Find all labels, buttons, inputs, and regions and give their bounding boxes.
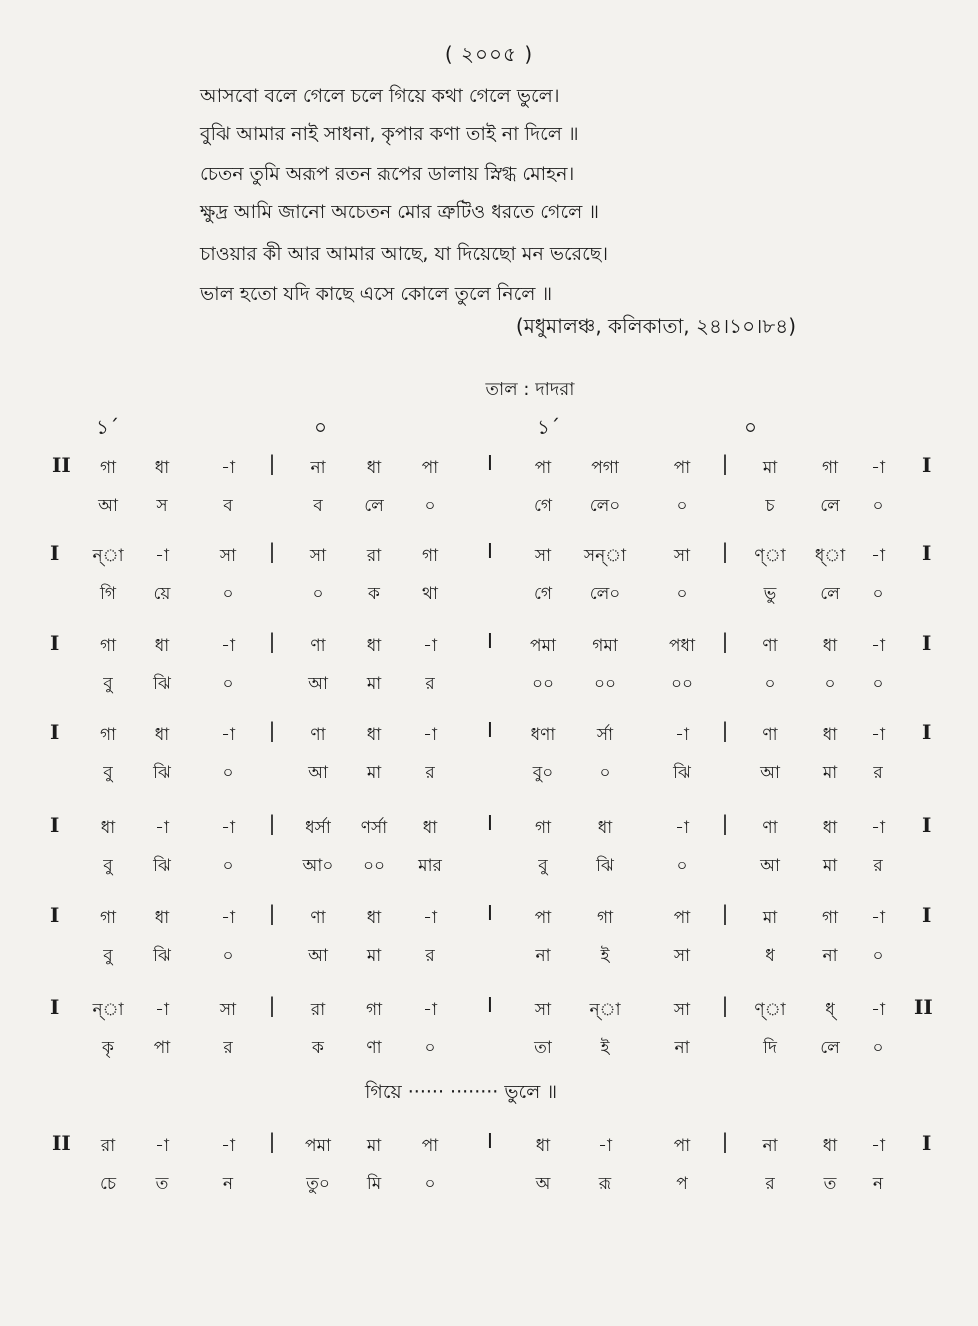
syllable-cell: ঝি [596, 856, 614, 876]
syllable-cell: আ [308, 763, 328, 783]
syllable-cell: আ০ [302, 856, 334, 876]
row-end-marker: I [922, 631, 932, 655]
syllable-cell: লে০ [589, 584, 621, 604]
syllable-cell: মার [418, 856, 442, 876]
lyric-line: ভাল হতো যদি কাছে এসে কোলে তুলে নিলে ॥ [200, 283, 553, 305]
syllable-cell: ০ [599, 763, 611, 783]
note-cell: -া [423, 636, 437, 656]
note-cell: সা [309, 546, 327, 566]
note-cell: ন্া [92, 1000, 124, 1020]
syllable-cell: ভু [763, 584, 777, 604]
syllable-cell: ব [313, 496, 323, 516]
note-cell: মা [762, 908, 778, 928]
syllable-cell: ০ [872, 946, 884, 966]
half-separator: I [487, 901, 493, 925]
note-cell: ণা [310, 636, 326, 656]
syllable-cell: ঝি [153, 946, 171, 966]
syllable-cell: ক [368, 584, 380, 604]
syllable-cell: বু০ [532, 763, 554, 783]
syllable-cell: ই [600, 1038, 610, 1058]
note-cell: ধা [366, 725, 382, 745]
bar-separator: | [268, 993, 276, 1017]
syllable-cell: অ [535, 1174, 551, 1194]
note-cell: -া [155, 546, 169, 566]
syllable-cell: ই [600, 946, 610, 966]
note-cell: মা [366, 1136, 382, 1156]
note-cell: সন্া [583, 546, 627, 566]
syllable-cell: ণা [366, 1038, 382, 1058]
syllable-cell: তু০ [306, 1174, 330, 1194]
syllable-cell: ০০ [670, 674, 694, 694]
note-cell: পা [534, 908, 552, 928]
syllable-cell: গে [533, 584, 553, 604]
note-cell: -া [675, 725, 689, 745]
lyric-line: চেতন তুমি অরূপ রতন রূপের ডালায় স্নিগ্ধ মোহন। [200, 163, 575, 185]
syllable-cell: ০ [676, 584, 688, 604]
syllable-cell: ০ [764, 674, 776, 694]
syllable-cell: আ [308, 946, 328, 966]
bar-separator: | [721, 993, 729, 1017]
note-cell: ধা [366, 908, 382, 928]
syllable-cell: ন [222, 1174, 234, 1194]
note-cell: -া [871, 725, 885, 745]
syllable-cell: ০০ [593, 674, 617, 694]
note-cell: না [762, 1136, 778, 1156]
syllable-cell: ঝি [673, 763, 691, 783]
bar-separator: | [268, 901, 276, 925]
note-cell: ধা [154, 725, 170, 745]
lyric-line: বুঝি আমার নাই সাধনা, কৃপার কণা তাই না দিলে ॥ [200, 123, 579, 145]
note-cell: ণা [310, 908, 326, 928]
note-cell: ধা [154, 636, 170, 656]
half-separator: I [487, 451, 493, 475]
syllable-cell: লে [820, 496, 840, 516]
note-cell: ধা [822, 1136, 838, 1156]
syllable-cell: মা [366, 763, 382, 783]
bar-separator: | [721, 451, 729, 475]
syllable-cell: ০০ [531, 674, 555, 694]
syllable-cell: ০ [424, 1174, 436, 1194]
note-cell: -া [423, 908, 437, 928]
bar-separator: | [268, 1129, 276, 1153]
half-separator: I [487, 539, 493, 563]
syllable-cell: র [425, 674, 435, 694]
note-cell: রা [100, 1136, 116, 1156]
note-cell: পমা [305, 1136, 331, 1156]
note-cell: সা [673, 1000, 691, 1020]
syllable-cell: ঝি [153, 763, 171, 783]
syllable-cell: আ [308, 674, 328, 694]
note-cell: -া [871, 458, 885, 478]
lyric-line: আসবো বলে গেলে চলে গিয়ে কথা গেলে ভুলে। [200, 85, 560, 107]
note-cell: ধা [100, 818, 116, 838]
syllable-cell: র [223, 1038, 233, 1058]
syllable-cell: ০ [872, 674, 884, 694]
syllable-cell: আ [98, 496, 118, 516]
syllable-cell: আ [760, 763, 780, 783]
half-separator: I [487, 1129, 493, 1153]
syllable-cell: চ [765, 496, 775, 516]
note-cell: গা [821, 908, 839, 928]
lyric-line: চাওয়ার কী আর আমার আছে, যা দিয়েছো মন ভরেছে। [200, 243, 609, 265]
note-cell: -া [155, 818, 169, 838]
lyric-line: ক্ষুদ্র আমি জানো অচেতন মোর ত্রুটিও ধরতে গেলে ॥ [200, 201, 600, 223]
beat-mark: ০ [314, 415, 328, 439]
row-start-marker: I [50, 903, 60, 927]
syllable-cell: ত [823, 1174, 837, 1194]
note-cell: -া [871, 908, 885, 928]
note-cell: রা [310, 1000, 326, 1020]
syllable-cell: বু [103, 763, 113, 783]
note-cell: ধা [597, 818, 613, 838]
syllable-cell: লে [364, 496, 384, 516]
row-end-marker: II [914, 995, 933, 1019]
syllable-cell: ক [312, 1038, 324, 1058]
syllable-cell: র [425, 946, 435, 966]
syllable-cell: ব [223, 496, 233, 516]
note-cell: ণ্া [754, 546, 786, 566]
row-start-marker: I [50, 995, 60, 1019]
note-cell: র্সা [596, 725, 614, 745]
note-cell: সা [219, 546, 237, 566]
note-cell: রা [366, 546, 382, 566]
syllable-cell: ০ [424, 496, 436, 516]
syllable-cell: ঝি [153, 674, 171, 694]
note-cell: পগা [591, 458, 619, 478]
syllable-cell: ০ [676, 856, 688, 876]
syllable-cell: মা [822, 763, 838, 783]
bar-separator: | [721, 811, 729, 835]
note-cell: ন্া [92, 546, 124, 566]
syllable-cell: না [674, 1038, 690, 1058]
syllable-cell: বু [103, 946, 113, 966]
syllable-cell: ধ [765, 946, 775, 966]
note-cell: ণর্সা [360, 818, 388, 838]
citation: (মধুমালঞ্চ, কলিকাতা, ২৪।১০।৮৪) [515, 314, 796, 338]
note-cell: না [310, 458, 326, 478]
bar-separator: | [721, 539, 729, 563]
note-cell: ণা [762, 818, 778, 838]
row-start-marker: I [50, 720, 60, 744]
note-cell: পা [673, 1136, 691, 1156]
note-cell: পা [673, 908, 691, 928]
syllable-cell: ০ [424, 1038, 436, 1058]
row-end-marker: I [922, 541, 932, 565]
bar-separator: | [721, 718, 729, 742]
note-cell: -া [423, 1000, 437, 1020]
note-cell: ণ্া [754, 1000, 786, 1020]
note-cell: -া [221, 636, 235, 656]
syllable-cell: ০ [872, 1038, 884, 1058]
bar-separator: | [268, 718, 276, 742]
syllable-cell: ০ [222, 946, 234, 966]
syllable-cell: মা [366, 674, 382, 694]
bar-separator: | [268, 811, 276, 835]
syllable-cell: ০ [222, 763, 234, 783]
syllable-cell: র [873, 763, 883, 783]
note-cell: গা [99, 636, 117, 656]
note-cell: গা [596, 908, 614, 928]
syllable-cell: আ [760, 856, 780, 876]
bar-separator: | [721, 901, 729, 925]
note-cell: পা [421, 1136, 439, 1156]
note-cell: গা [534, 818, 552, 838]
note-cell: গা [99, 725, 117, 745]
bar-separator: | [721, 1129, 729, 1153]
note-cell: -া [871, 1136, 885, 1156]
note-cell: গা [99, 908, 117, 928]
note-cell: ধা [822, 636, 838, 656]
syllable-cell: ঝি [153, 856, 171, 876]
note-cell: সা [673, 546, 691, 566]
syllable-cell: র [765, 1174, 775, 1194]
note-cell: ধা [535, 1136, 551, 1156]
syllable-cell: ০ [222, 674, 234, 694]
note-cell: সা [534, 546, 552, 566]
half-separator: I [487, 718, 493, 742]
syllable-cell: থা [422, 584, 438, 604]
row-end-marker: I [922, 903, 932, 927]
note-cell: -া [675, 818, 689, 838]
syllable-cell: মি [366, 1174, 382, 1194]
note-cell: ধা [822, 818, 838, 838]
note-cell: -া [598, 1136, 612, 1156]
syllable-cell: ন [872, 1174, 884, 1194]
note-cell: সা [219, 1000, 237, 1020]
bar-separator: | [268, 451, 276, 475]
note-cell: -া [221, 458, 235, 478]
note-cell: সা [534, 1000, 552, 1020]
syllable-cell: ০ [872, 496, 884, 516]
note-cell: -া [221, 818, 235, 838]
syllable-cell: গে [533, 496, 553, 516]
beat-mark: ১´ [96, 415, 119, 439]
syllable-cell: না [822, 946, 838, 966]
note-cell: ধ্ [825, 1000, 835, 1020]
half-separator: I [487, 811, 493, 835]
row-start-marker: I [50, 541, 60, 565]
note-cell: গা [365, 1000, 383, 1020]
bar-separator: | [721, 629, 729, 653]
syllable-cell: মা [822, 856, 838, 876]
note-cell: -া [871, 1000, 885, 1020]
half-separator: I [487, 993, 493, 1017]
note-cell: ণা [762, 636, 778, 656]
syllable-cell: ০ [872, 584, 884, 604]
syllable-cell: দি [763, 1038, 777, 1058]
note-cell: ধা [822, 725, 838, 745]
beat-mark: ০ [744, 415, 758, 439]
note-cell: মা [762, 458, 778, 478]
syllable-cell: ০ [824, 674, 836, 694]
note-cell: -া [871, 818, 885, 838]
syllable-cell: তা [534, 1038, 552, 1058]
refrain-line: গিয়ে ······ ········ ভুলে ॥ [365, 1081, 558, 1103]
syllable-cell: ০ [676, 496, 688, 516]
note-cell: ধর্সা [305, 818, 331, 838]
half-separator: I [487, 629, 493, 653]
syllable-cell: কৃ [102, 1038, 114, 1058]
note-cell: ধা [366, 636, 382, 656]
note-cell: -া [155, 1000, 169, 1020]
beat-mark: ১´ [537, 415, 560, 439]
syllable-cell: লে [820, 1038, 840, 1058]
syllable-cell: ০০ [362, 856, 386, 876]
row-end-marker: I [922, 1131, 932, 1155]
syllable-cell: গি [99, 584, 117, 604]
note-cell: ধা [422, 818, 438, 838]
syllable-cell: চে [99, 1174, 117, 1194]
syllable-cell: ০ [222, 856, 234, 876]
note-cell: পমা [530, 636, 556, 656]
syllable-cell: মা [366, 946, 382, 966]
syllable-cell: ০ [312, 584, 324, 604]
syllable-cell: বু [538, 856, 548, 876]
row-start-marker: I [50, 813, 60, 837]
row-start-marker: II [52, 453, 71, 477]
note-cell: ণা [310, 725, 326, 745]
note-cell: ধ্া [814, 546, 846, 566]
note-cell: ধা [154, 458, 170, 478]
note-cell: -া [871, 546, 885, 566]
syllable-cell: বু [103, 856, 113, 876]
syllable-cell: পা [153, 1038, 171, 1058]
note-cell: গা [421, 546, 439, 566]
syllable-cell: স [156, 496, 168, 516]
syllable-cell: র [425, 763, 435, 783]
syllable-cell: ০ [222, 584, 234, 604]
syllable-cell: য়ে [153, 584, 171, 604]
row-end-marker: I [922, 813, 932, 837]
bar-separator: | [268, 539, 276, 563]
row-end-marker: I [922, 453, 932, 477]
note-cell: -া [423, 725, 437, 745]
bar-separator: | [268, 629, 276, 653]
note-cell: গমা [592, 636, 618, 656]
syllable-cell: প [676, 1174, 688, 1194]
syllable-cell: না [535, 946, 551, 966]
page-number: ( ২০০৫ ) [444, 42, 534, 66]
note-cell: ধা [154, 908, 170, 928]
note-cell: গা [821, 458, 839, 478]
note-cell: পা [673, 458, 691, 478]
syllable-cell: লে [820, 584, 840, 604]
note-cell: -া [221, 1136, 235, 1156]
syllable-cell: র [873, 856, 883, 876]
note-cell: -া [155, 1136, 169, 1156]
note-cell: ধা [366, 458, 382, 478]
note-cell: ন্া [589, 1000, 621, 1020]
syllable-cell: রূ [598, 1174, 612, 1194]
syllable-cell: সা [673, 946, 691, 966]
note-cell: গা [99, 458, 117, 478]
row-start-marker: I [50, 631, 60, 655]
row-start-marker: II [52, 1131, 71, 1155]
syllable-cell: বু [103, 674, 113, 694]
note-cell: -া [871, 636, 885, 656]
note-cell: ণা [762, 725, 778, 745]
note-cell: -া [221, 725, 235, 745]
syllable-cell: ত [155, 1174, 169, 1194]
note-cell: পা [534, 458, 552, 478]
syllable-cell: লে০ [589, 496, 621, 516]
note-cell: -া [221, 908, 235, 928]
note-cell: পধা [669, 636, 695, 656]
tala-label: তাল : দাদরা [485, 379, 575, 400]
note-cell: পা [421, 458, 439, 478]
note-cell: ধণা [530, 725, 556, 745]
row-end-marker: I [922, 720, 932, 744]
